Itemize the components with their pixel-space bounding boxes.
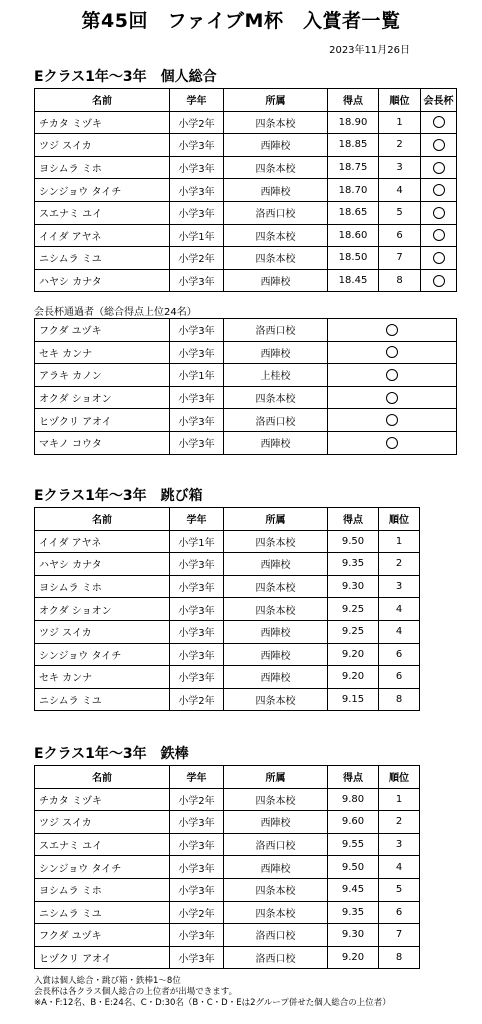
- table-row: [35, 878, 420, 901]
- overall-heading: Eクラス1年～3年 個人総合: [34, 69, 217, 85]
- school-cell: 西陣校: [224, 811, 328, 834]
- grade-cell: 小学3年: [170, 269, 224, 292]
- grade-cell: 小学3年: [170, 856, 224, 879]
- grade-cell: 小学1年: [170, 224, 224, 247]
- school-cell: 西陣校: [224, 341, 328, 364]
- name-cell: チカタ ミヅキ: [35, 111, 170, 134]
- grade-cell: 小学2年: [170, 788, 224, 811]
- grade-cell: 小学3年: [170, 134, 224, 157]
- grade-cell: 小学3年: [170, 946, 224, 969]
- name-cell: ツジ スイカ: [35, 134, 170, 157]
- name-cell: フクダ ユヅキ: [35, 319, 170, 342]
- score-cell: 9.25: [328, 598, 379, 621]
- table-row: [35, 666, 420, 689]
- circle-mark-icon: [386, 346, 398, 358]
- cup-cell: [328, 431, 457, 454]
- col-header-grade: 学年: [170, 766, 224, 789]
- table-row: [35, 179, 457, 202]
- table-row: [35, 856, 420, 879]
- name-cell: ヒヅクリ アオイ: [35, 409, 170, 432]
- circle-mark-icon: [433, 252, 445, 264]
- rank-cell: 5: [379, 878, 420, 901]
- rank-cell: 7: [379, 924, 420, 947]
- grade-cell: 小学3年: [170, 386, 224, 409]
- circle-mark-icon: [433, 162, 445, 174]
- grade-cell: 小学3年: [170, 643, 224, 666]
- school-cell: 四条本校: [224, 575, 328, 598]
- school-cell: 西陣校: [224, 666, 328, 689]
- name-cell: チカタ ミヅキ: [35, 788, 170, 811]
- school-cell: 四条本校: [224, 598, 328, 621]
- school-cell: 四条本校: [224, 788, 328, 811]
- rank-cell: 7: [379, 247, 421, 270]
- footer-line: ※A・F:12名、B・E:24名、C・D:30名（B・C・D・Eは2グループ併せた個人総合の上位者）: [34, 998, 391, 1008]
- name-cell: ヨシムラ ミホ: [35, 575, 170, 598]
- rank-cell: 4: [379, 598, 420, 621]
- footer-line: 入賞は個人総合・跳び箱・鉄棒1～8位: [34, 976, 181, 986]
- rank-cell: 3: [379, 156, 421, 179]
- rank-cell: 4: [379, 620, 420, 643]
- col-header-school: 所属: [224, 89, 328, 112]
- name-cell: ツジ スイカ: [35, 620, 170, 643]
- name-cell: シンジョウ タイチ: [35, 179, 170, 202]
- col-header-grade: 学年: [170, 508, 224, 531]
- score-cell: 9.20: [328, 643, 379, 666]
- cup-cell: [421, 247, 457, 270]
- name-cell: スエナミ ユイ: [35, 201, 170, 224]
- rank-cell: 3: [379, 833, 420, 856]
- grade-cell: 小学3年: [170, 833, 224, 856]
- name-cell: ツジ スイカ: [35, 811, 170, 834]
- rank-cell: 1: [379, 788, 420, 811]
- table-row: [35, 833, 420, 856]
- col-header-rank: 順位: [379, 766, 420, 789]
- school-cell: 四条本校: [224, 901, 328, 924]
- grade-cell: 小学3年: [170, 409, 224, 432]
- school-cell: 四条本校: [224, 386, 328, 409]
- school-cell: 四条本校: [224, 688, 328, 711]
- name-cell: ニシムラ ミユ: [35, 901, 170, 924]
- cup-cell: [328, 319, 457, 342]
- rank-cell: 4: [379, 179, 421, 202]
- rank-cell: 1: [379, 530, 420, 553]
- school-cell: 西陣校: [224, 179, 328, 202]
- rank-cell: 6: [379, 901, 420, 924]
- score-cell: 9.25: [328, 620, 379, 643]
- circle-mark-icon: [386, 437, 398, 449]
- qualifiers-label: 会長杯通過者（総合得点上位24名）: [34, 307, 197, 318]
- rank-cell: 6: [379, 224, 421, 247]
- circle-mark-icon: [386, 392, 398, 404]
- name-cell: オクダ ショオン: [35, 598, 170, 621]
- col-header-school: 所属: [224, 766, 328, 789]
- school-cell: 四条本校: [224, 156, 328, 179]
- score-cell: 18.90: [328, 111, 379, 134]
- rank-cell: 3: [379, 575, 420, 598]
- table-row: [35, 409, 457, 432]
- name-cell: イイダ アヤネ: [35, 224, 170, 247]
- grade-cell: 小学3年: [170, 179, 224, 202]
- score-cell: 18.75: [328, 156, 379, 179]
- col-header-name: 名前: [35, 766, 170, 789]
- rank-cell: 8: [379, 269, 421, 292]
- grade-cell: 小学2年: [170, 688, 224, 711]
- table-row: [35, 788, 420, 811]
- school-cell: 洛西口校: [224, 319, 328, 342]
- school-cell: 洛西口校: [224, 409, 328, 432]
- rank-cell: 2: [379, 811, 420, 834]
- grade-cell: 小学3年: [170, 319, 224, 342]
- name-cell: ヨシムラ ミホ: [35, 156, 170, 179]
- grade-cell: 小学1年: [170, 364, 224, 387]
- table-row: [35, 156, 457, 179]
- name-cell: スエナミ ユイ: [35, 833, 170, 856]
- school-cell: 洛西口校: [224, 924, 328, 947]
- score-cell: 18.85: [328, 134, 379, 157]
- school-cell: 四条本校: [224, 247, 328, 270]
- cup-cell: [421, 156, 457, 179]
- circle-mark-icon: [386, 324, 398, 336]
- school-cell: 西陣校: [224, 856, 328, 879]
- school-cell: 西陣校: [224, 431, 328, 454]
- grade-cell: 小学3年: [170, 878, 224, 901]
- vault-heading: Eクラス1年～3年 跳び箱: [34, 488, 203, 504]
- rank-cell: 6: [379, 666, 420, 689]
- school-cell: 西陣校: [224, 134, 328, 157]
- vault-header-row: [35, 508, 420, 531]
- table-row: [35, 575, 420, 598]
- name-cell: セキ カンナ: [35, 666, 170, 689]
- cup-cell: [421, 111, 457, 134]
- circle-mark-icon: [433, 207, 445, 219]
- circle-mark-icon: [386, 369, 398, 381]
- rank-cell: 2: [379, 553, 420, 576]
- name-cell: イイダ アヤネ: [35, 530, 170, 553]
- score-cell: 9.20: [328, 666, 379, 689]
- grade-cell: 小学2年: [170, 901, 224, 924]
- circle-mark-icon: [433, 275, 445, 287]
- bar-heading: Eクラス1年～3年 鉄棒: [34, 746, 189, 762]
- circle-mark-icon: [386, 414, 398, 426]
- overall-header-row: [35, 89, 457, 112]
- table-row: [35, 811, 420, 834]
- footer-line: 会長杯は各クラス個人総合の上位者が出場できます。: [34, 987, 238, 997]
- bar-table: [34, 765, 420, 969]
- cup-cell: [328, 386, 457, 409]
- score-cell: 9.50: [328, 530, 379, 553]
- col-header-rank: 順位: [379, 89, 421, 112]
- name-cell: ヨシムラ ミホ: [35, 878, 170, 901]
- name-cell: ニシムラ ミユ: [35, 688, 170, 711]
- table-row: [35, 598, 420, 621]
- rank-cell: 6: [379, 643, 420, 666]
- table-row: [35, 530, 420, 553]
- grade-cell: 小学3年: [170, 666, 224, 689]
- score-cell: 9.30: [328, 575, 379, 598]
- score-cell: 9.60: [328, 811, 379, 834]
- col-header-name: 名前: [35, 89, 170, 112]
- score-cell: 18.65: [328, 201, 379, 224]
- grade-cell: 小学3年: [170, 341, 224, 364]
- score-cell: 9.35: [328, 553, 379, 576]
- school-cell: 洛西口校: [224, 201, 328, 224]
- score-cell: 9.35: [328, 901, 379, 924]
- name-cell: シンジョウ タイチ: [35, 856, 170, 879]
- circle-mark-icon: [433, 139, 445, 151]
- school-cell: 洛西口校: [224, 946, 328, 969]
- footer-notes: [34, 976, 391, 1009]
- grade-cell: 小学2年: [170, 111, 224, 134]
- school-cell: 四条本校: [224, 530, 328, 553]
- circle-mark-icon: [433, 229, 445, 241]
- table-row: [35, 111, 457, 134]
- cup-cell: [421, 224, 457, 247]
- col-header-score: 得点: [328, 766, 379, 789]
- grade-cell: 小学1年: [170, 530, 224, 553]
- school-cell: 西陣校: [224, 553, 328, 576]
- table-row: [35, 201, 457, 224]
- table-row: [35, 924, 420, 947]
- table-row: [35, 319, 457, 342]
- rank-cell: 5: [379, 201, 421, 224]
- score-cell: 9.80: [328, 788, 379, 811]
- table-row: [35, 364, 457, 387]
- school-cell: 西陣校: [224, 620, 328, 643]
- grade-cell: 小学3年: [170, 620, 224, 643]
- bar-header-row: [35, 766, 420, 789]
- table-row: [35, 341, 457, 364]
- rank-cell: 8: [379, 946, 420, 969]
- cup-cell: [421, 179, 457, 202]
- name-cell: アラキ カノン: [35, 364, 170, 387]
- grade-cell: 小学3年: [170, 575, 224, 598]
- table-row: [35, 553, 420, 576]
- rank-cell: 8: [379, 688, 420, 711]
- score-cell: 18.50: [328, 247, 379, 270]
- circle-mark-icon: [433, 116, 445, 128]
- rank-cell: 4: [379, 856, 420, 879]
- name-cell: ニシムラ ミユ: [35, 247, 170, 270]
- table-row: [35, 386, 457, 409]
- table-row: [35, 620, 420, 643]
- cup-cell: [421, 201, 457, 224]
- name-cell: シンジョウ タイチ: [35, 643, 170, 666]
- table-row: [35, 431, 457, 454]
- grade-cell: 小学3年: [170, 924, 224, 947]
- col-header-grade: 学年: [170, 89, 224, 112]
- rank-cell: 2: [379, 134, 421, 157]
- score-cell: 9.55: [328, 833, 379, 856]
- score-cell: 9.50: [328, 856, 379, 879]
- grade-cell: 小学3年: [170, 431, 224, 454]
- col-header-score: 得点: [328, 89, 379, 112]
- name-cell: フクダ ユヅキ: [35, 924, 170, 947]
- table-row: [35, 269, 457, 292]
- school-cell: 西陣校: [224, 269, 328, 292]
- table-row: [35, 247, 457, 270]
- table-row: [35, 901, 420, 924]
- school-cell: 上桂校: [224, 364, 328, 387]
- grade-cell: 小学3年: [170, 811, 224, 834]
- col-header-name: 名前: [35, 508, 170, 531]
- grade-cell: 小学3年: [170, 598, 224, 621]
- school-cell: 西陣校: [224, 643, 328, 666]
- grade-cell: 小学3年: [170, 201, 224, 224]
- cup-cell: [328, 409, 457, 432]
- page-title: 第45回 ファイブM杯 入賞者一覧: [81, 10, 401, 32]
- col-header-school: 所属: [224, 508, 328, 531]
- name-cell: ヒヅクリ アオイ: [35, 946, 170, 969]
- grade-cell: 小学2年: [170, 247, 224, 270]
- vault-table: [34, 507, 420, 711]
- table-row: [35, 643, 420, 666]
- school-cell: 洛西口校: [224, 833, 328, 856]
- circle-mark-icon: [433, 184, 445, 196]
- cup-cell: [421, 269, 457, 292]
- table-row: [35, 134, 457, 157]
- score-cell: 9.30: [328, 924, 379, 947]
- table-row: [35, 224, 457, 247]
- score-cell: 9.15: [328, 688, 379, 711]
- cup-cell: [421, 134, 457, 157]
- score-cell: 9.45: [328, 878, 379, 901]
- name-cell: セキ カンナ: [35, 341, 170, 364]
- table-row: [35, 946, 420, 969]
- grade-cell: 小学3年: [170, 553, 224, 576]
- score-cell: 9.20: [328, 946, 379, 969]
- grade-cell: 小学3年: [170, 156, 224, 179]
- event-date: 2023年11月26日: [329, 45, 410, 56]
- cup-cell: [328, 364, 457, 387]
- qualifiers-table: [34, 318, 457, 455]
- score-cell: 18.45: [328, 269, 379, 292]
- name-cell: オクダ ショオン: [35, 386, 170, 409]
- rank-cell: 1: [379, 111, 421, 134]
- table-row: [35, 688, 420, 711]
- col-header-cup: 会長杯: [421, 89, 457, 112]
- name-cell: ハヤシ カナタ: [35, 553, 170, 576]
- overall-table: [34, 88, 457, 292]
- school-cell: 四条本校: [224, 224, 328, 247]
- school-cell: 四条本校: [224, 878, 328, 901]
- name-cell: ハヤシ カナタ: [35, 269, 170, 292]
- school-cell: 四条本校: [224, 111, 328, 134]
- name-cell: マキノ コウタ: [35, 431, 170, 454]
- col-header-score: 得点: [328, 508, 379, 531]
- score-cell: 18.70: [328, 179, 379, 202]
- col-header-rank: 順位: [379, 508, 420, 531]
- cup-cell: [328, 341, 457, 364]
- score-cell: 18.60: [328, 224, 379, 247]
